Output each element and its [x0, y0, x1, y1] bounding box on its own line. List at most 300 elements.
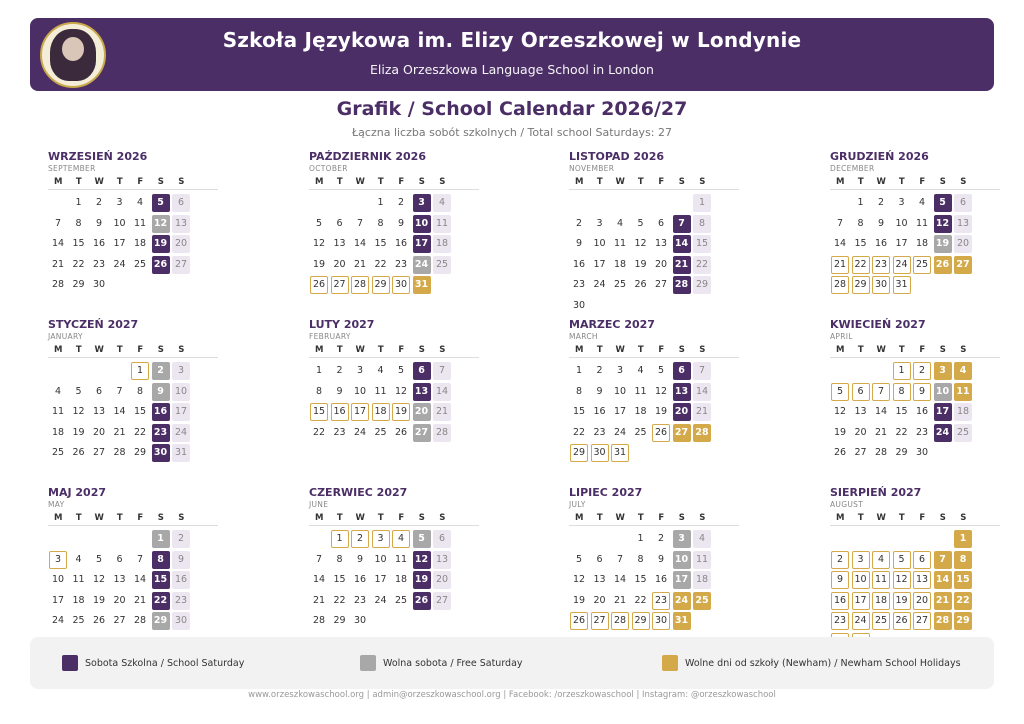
- holiday-day: 29: [372, 276, 390, 294]
- day-cell: 24: [51, 615, 65, 626]
- holiday-day: 5: [893, 551, 911, 569]
- school-saturday-day: 22: [152, 592, 170, 610]
- month-name: SIERPIEŃ 2027: [830, 486, 922, 499]
- free-saturday-day: 1: [152, 530, 170, 548]
- weekday-header: [830, 512, 1000, 526]
- weekend-day: 13: [954, 215, 972, 233]
- month-calendar: [309, 318, 479, 443]
- weekday-label: S: [960, 345, 967, 355]
- month-calendar: [48, 486, 218, 652]
- school-saturday-day: 19: [413, 571, 431, 589]
- month-calendar: [830, 318, 1000, 464]
- day-cell: 12: [92, 574, 106, 585]
- day-cell: 11: [72, 574, 85, 585]
- day-cell: 28: [133, 615, 147, 626]
- weekday-header: [309, 512, 479, 526]
- footer-contact: www.orzeszkowaschool.org | admin@orzeszkowaschool.org | Facebook: /orzeszkowaschool | Instagram: @orzeszkowaschool: [248, 690, 776, 700]
- month-calendar: [830, 150, 1000, 296]
- day-cell: 10: [593, 238, 606, 249]
- holiday-day: 18: [372, 403, 390, 421]
- empty-cell: [591, 530, 609, 548]
- weekday-label: T: [637, 513, 644, 523]
- empty-cell: [611, 194, 629, 212]
- free-saturday-day: 3: [673, 530, 691, 548]
- school-saturday-day: 15: [152, 571, 170, 589]
- weekday-label: T: [898, 177, 905, 187]
- holiday-day: 25: [693, 592, 711, 610]
- day-cell: 6: [95, 385, 103, 397]
- empty-cell: [70, 530, 88, 548]
- school-saturday-day: 16: [152, 403, 170, 421]
- day-cell: 15: [895, 406, 908, 417]
- day-cell: 23: [394, 258, 408, 270]
- day-cell: 10: [51, 574, 65, 585]
- day-grid: [309, 361, 479, 443]
- empty-cell: [934, 530, 952, 548]
- empty-cell: [652, 194, 670, 212]
- weekend-day: 4: [693, 530, 711, 548]
- weekday-label: F: [137, 177, 144, 187]
- weekend-day: 30: [172, 612, 190, 630]
- holiday-day: 19: [392, 403, 410, 421]
- weekend-day: 20: [172, 235, 190, 253]
- weekday-label: S: [439, 345, 446, 355]
- day-cell: 24: [374, 594, 387, 606]
- day-cell: 13: [92, 406, 106, 417]
- holiday-day: 4: [954, 362, 972, 380]
- school-saturday-day: 12: [934, 215, 952, 233]
- holiday-day: 26: [570, 612, 588, 630]
- month-name: CZERWIEC 2027: [309, 486, 408, 499]
- month-name-english: DECEMBER: [830, 164, 875, 173]
- weekday-label: M: [575, 513, 584, 523]
- day-cell: 11: [634, 385, 647, 397]
- day-cell: 28: [113, 447, 126, 458]
- day-grid: [569, 361, 739, 464]
- day-cell: 3: [116, 197, 123, 208]
- day-cell: 29: [72, 279, 85, 290]
- day-cell: 13: [333, 238, 346, 249]
- school-saturday-swatch: [62, 655, 78, 671]
- month-calendar: [569, 486, 739, 632]
- day-cell: 8: [377, 217, 384, 229]
- holiday-day: 12: [893, 571, 911, 589]
- legend-label: Wolne dni od szkoły (Newham) / Newham School Holidays: [685, 657, 961, 669]
- school-saturday-day: 5: [152, 194, 170, 212]
- day-cell: 20: [854, 426, 867, 438]
- holiday-day: 23: [652, 592, 670, 610]
- weekday-label: W: [94, 513, 104, 523]
- free-saturday-day: 29: [152, 612, 170, 630]
- weekday-label: T: [857, 345, 864, 355]
- empty-cell: [673, 194, 691, 212]
- weekday-label: M: [575, 345, 584, 355]
- weekday-header: [48, 344, 218, 358]
- holiday-day: 13: [913, 571, 931, 589]
- day-cell: 25: [51, 447, 65, 458]
- month-name-english: FEBRUARY: [309, 332, 351, 341]
- day-cell: 30: [915, 447, 929, 458]
- weekend-day: 21: [693, 403, 711, 421]
- empty-cell: [111, 530, 129, 548]
- weekend-day: 13: [172, 215, 190, 233]
- day-cell: 11: [613, 238, 627, 249]
- day-cell: 4: [136, 197, 144, 208]
- weekday-label: F: [137, 345, 144, 355]
- day-cell: 7: [616, 553, 624, 565]
- day-cell: 28: [312, 615, 326, 626]
- school-saturday-day: 26: [152, 256, 170, 274]
- holiday-day: 3: [934, 362, 952, 380]
- weekday-label: W: [355, 177, 365, 187]
- weekend-day: 10: [172, 383, 190, 401]
- weekend-day: 31: [172, 444, 190, 462]
- day-cell: 16: [874, 238, 888, 249]
- weekday-label: S: [939, 177, 946, 187]
- weekend-day: 4: [433, 194, 451, 212]
- day-cell: 8: [315, 385, 323, 397]
- day-cell: 20: [654, 258, 668, 270]
- day-cell: 23: [915, 426, 929, 438]
- month-name: GRUDZIEŃ 2026: [830, 150, 929, 163]
- holiday-day: 1: [954, 530, 972, 548]
- weekday-label: T: [637, 345, 644, 355]
- day-cell: 26: [833, 447, 847, 458]
- day-cell: 14: [833, 238, 847, 249]
- day-cell: 14: [874, 406, 888, 417]
- holiday-day: 26: [934, 256, 952, 274]
- legend-item-holidays: [662, 655, 961, 671]
- day-cell: 17: [613, 406, 627, 417]
- free-saturday-day: 10: [673, 551, 691, 569]
- day-cell: 9: [575, 238, 583, 249]
- day-cell: 16: [92, 238, 106, 249]
- day-cell: 25: [374, 426, 387, 438]
- day-cell: 24: [593, 279, 606, 290]
- weekday-label: S: [157, 345, 164, 355]
- day-cell: 2: [336, 365, 343, 376]
- month-name: LISTOPAD 2026: [569, 150, 665, 163]
- day-cell: 6: [336, 217, 343, 229]
- holiday-day: 28: [611, 612, 629, 630]
- weekday-label: W: [876, 177, 886, 187]
- weekday-label: T: [596, 345, 603, 355]
- weekday-label: S: [418, 513, 425, 523]
- month-calendar: [569, 318, 739, 464]
- day-cell: 5: [75, 385, 82, 397]
- school-saturday-day: 12: [413, 551, 431, 569]
- day-cell: 13: [593, 574, 606, 585]
- month-calendar: [309, 150, 479, 296]
- holiday-day: 28: [934, 612, 952, 630]
- month-name: STYCZEŃ 2027: [48, 318, 139, 331]
- weekday-label: W: [94, 345, 104, 355]
- holiday-day: 31: [893, 276, 911, 294]
- weekday-label: T: [336, 345, 343, 355]
- day-cell: 1: [315, 365, 323, 376]
- day-grid: [48, 193, 218, 296]
- empty-cell: [49, 530, 67, 548]
- day-cell: 6: [116, 553, 123, 565]
- weekend-day: 6: [433, 530, 451, 548]
- day-cell: 25: [634, 426, 647, 438]
- day-cell: 20: [113, 594, 126, 606]
- weekday-label: S: [418, 177, 425, 187]
- day-cell: 1: [637, 533, 644, 544]
- day-cell: 27: [113, 615, 126, 626]
- holiday-day: 23: [831, 612, 849, 630]
- weekday-header: [830, 176, 1000, 190]
- empty-cell: [872, 362, 890, 380]
- day-cell: 29: [333, 615, 346, 626]
- holiday-day: 1: [893, 362, 911, 380]
- empty-cell: [111, 362, 129, 380]
- weekday-header: [569, 344, 739, 358]
- weekday-label: T: [857, 513, 864, 523]
- holiday-day: 8: [893, 383, 911, 401]
- day-cell: 12: [572, 574, 586, 585]
- day-cell: 12: [634, 238, 647, 249]
- day-cell: 11: [133, 217, 147, 229]
- month-name-english: APRIL: [830, 332, 853, 341]
- weekend-day: 14: [693, 383, 711, 401]
- weekend-day: 27: [172, 256, 190, 274]
- day-cell: 22: [572, 426, 586, 438]
- weekday-label: F: [658, 345, 665, 355]
- day-cell: 30: [572, 299, 586, 311]
- empty-cell: [591, 194, 609, 212]
- school-saturday-day: 7: [673, 215, 691, 233]
- holiday-day: 3: [852, 551, 870, 569]
- holiday-day: 31: [673, 612, 691, 630]
- weekday-label: S: [699, 345, 706, 355]
- day-cell: 23: [333, 426, 346, 438]
- holiday-day: 27: [673, 424, 691, 442]
- day-cell: 13: [854, 406, 867, 417]
- day-cell: 19: [654, 406, 668, 417]
- day-cell: 23: [353, 594, 367, 606]
- day-cell: 15: [133, 406, 147, 417]
- school-name: Szkoła Językowa im. Elizy Orzeszkowej w Londynie: [222, 28, 802, 52]
- holiday-day: 20: [913, 592, 931, 610]
- day-cell: 3: [356, 365, 364, 376]
- day-cell: 21: [874, 426, 888, 438]
- day-cell: 29: [133, 447, 147, 458]
- weekday-label: M: [54, 513, 63, 523]
- legend: [30, 637, 994, 689]
- holiday-day: 16: [331, 403, 349, 421]
- day-cell: 12: [394, 385, 408, 397]
- holiday-day: 28: [693, 424, 711, 442]
- holiday-day: 28: [351, 276, 369, 294]
- free-saturday-day: 2: [152, 362, 170, 380]
- holiday-day: 25: [872, 612, 890, 630]
- holiday-day: 16: [831, 592, 849, 610]
- weekday-label: T: [336, 177, 343, 187]
- day-cell: 27: [92, 447, 106, 458]
- day-grid: [309, 529, 479, 632]
- holiday-day: 27: [591, 612, 609, 630]
- empty-cell: [831, 362, 849, 380]
- weekend-day: 15: [693, 235, 711, 253]
- day-cell: 15: [72, 238, 85, 249]
- day-grid: [309, 193, 479, 296]
- day-cell: 8: [637, 553, 644, 565]
- day-cell: 27: [854, 447, 867, 458]
- day-cell: 23: [92, 258, 106, 270]
- school-saturday-day: 6: [673, 362, 691, 380]
- legend-label: Sobota Szkolna / School Saturday: [85, 657, 245, 669]
- header-banner: [30, 18, 994, 91]
- weekday-header: [309, 344, 479, 358]
- weekend-day: 14: [433, 383, 451, 401]
- day-cell: 21: [312, 594, 326, 606]
- day-cell: 11: [374, 385, 387, 397]
- day-cell: 28: [874, 447, 888, 458]
- day-cell: 18: [915, 238, 929, 249]
- month-name: MARZEC 2027: [569, 318, 655, 331]
- month-name-english: MARCH: [569, 332, 598, 341]
- weekday-label: S: [699, 513, 706, 523]
- calendar-subtitle: Łączna liczba sobót szkolnych / Total school Saturdays: 27: [351, 126, 672, 139]
- weekday-label: T: [596, 513, 603, 523]
- day-cell: 7: [315, 553, 323, 565]
- day-cell: 21: [51, 258, 65, 270]
- holiday-day: 29: [954, 612, 972, 630]
- holiday-day: 27: [954, 256, 972, 274]
- day-cell: 15: [634, 574, 647, 585]
- holiday-day: 2: [351, 530, 369, 548]
- holiday-day: 26: [893, 612, 911, 630]
- empty-cell: [90, 362, 108, 380]
- weekday-label: T: [336, 513, 343, 523]
- holiday-day: 29: [632, 612, 650, 630]
- day-cell: 17: [895, 238, 908, 249]
- weekday-label: F: [398, 177, 405, 187]
- weekday-label: W: [355, 345, 365, 355]
- day-cell: 27: [654, 279, 668, 290]
- holiday-day: 29: [570, 444, 588, 462]
- day-cell: 18: [634, 406, 647, 417]
- holiday-day: 27: [331, 276, 349, 294]
- weekday-label: T: [898, 345, 905, 355]
- free-saturday-day: 12: [152, 215, 170, 233]
- day-cell: 23: [593, 426, 606, 438]
- weekend-day: 3: [172, 362, 190, 380]
- day-cell: 26: [394, 426, 408, 438]
- weekday-label: M: [315, 513, 324, 523]
- free-saturday-day: 27: [413, 424, 431, 442]
- school-saturday-day: 13: [673, 383, 691, 401]
- empty-cell: [90, 530, 108, 548]
- holiday-day: 30: [652, 612, 670, 630]
- day-cell: 11: [51, 406, 65, 417]
- day-cell: 1: [377, 197, 384, 208]
- weekday-label: S: [699, 177, 706, 187]
- weekend-day: 29: [693, 276, 711, 294]
- free-saturday-swatch: [360, 655, 376, 671]
- empty-cell: [70, 362, 88, 380]
- weekend-day: 7: [693, 362, 711, 380]
- holiday-day: 26: [652, 424, 670, 442]
- holiday-day: 15: [310, 403, 328, 421]
- day-cell: 11: [394, 553, 408, 565]
- weekday-label: T: [116, 345, 123, 355]
- weekday-label: T: [377, 177, 384, 187]
- day-cell: 17: [593, 258, 606, 270]
- day-cell: 7: [356, 217, 364, 229]
- holiday-day: 9: [831, 571, 849, 589]
- weekday-header: [48, 176, 218, 190]
- day-cell: 24: [113, 258, 126, 270]
- empty-cell: [570, 194, 588, 212]
- day-cell: 5: [315, 217, 323, 229]
- day-cell: 14: [133, 574, 147, 585]
- school-saturday-day: 10: [413, 215, 431, 233]
- weekday-label: S: [939, 345, 946, 355]
- empty-cell: [310, 194, 328, 212]
- free-saturday-day: 17: [673, 571, 691, 589]
- weekday-label: F: [137, 513, 144, 523]
- weekend-day: 24: [172, 424, 190, 442]
- weekday-label: S: [178, 177, 185, 187]
- holiday-day: 29: [852, 276, 870, 294]
- weekend-day: 18: [433, 235, 451, 253]
- weekday-label: T: [75, 345, 82, 355]
- weekday-header: [830, 344, 1000, 358]
- weekday-label: T: [377, 513, 384, 523]
- day-cell: 8: [75, 217, 82, 229]
- holiday-day: 22: [852, 256, 870, 274]
- day-cell: 2: [877, 197, 885, 208]
- holiday-day: 17: [351, 403, 369, 421]
- weekday-label: S: [678, 513, 685, 523]
- school-saturday-day: 14: [673, 235, 691, 253]
- day-cell: 12: [312, 238, 326, 249]
- free-saturday-day: 9: [152, 383, 170, 401]
- day-cell: 21: [613, 594, 627, 606]
- day-cell: 10: [113, 217, 126, 229]
- day-cell: 14: [312, 574, 326, 585]
- day-cell: 9: [596, 385, 603, 397]
- day-cell: 4: [918, 197, 926, 208]
- day-cell: 1: [575, 365, 583, 376]
- weekend-day: 27: [433, 592, 451, 610]
- day-cell: 8: [575, 385, 583, 397]
- day-grid: [569, 193, 739, 316]
- day-cell: 22: [895, 426, 908, 438]
- day-cell: 22: [133, 426, 147, 438]
- day-cell: 8: [136, 385, 144, 397]
- holiday-day: 2: [831, 551, 849, 569]
- day-cell: 13: [654, 238, 668, 249]
- empty-cell: [570, 530, 588, 548]
- weekday-label: M: [836, 345, 845, 355]
- holiday-day: 7: [872, 383, 890, 401]
- month-name-english: JANUARY: [48, 332, 83, 341]
- day-cell: 26: [92, 615, 106, 626]
- school-saturday-day: 21: [673, 256, 691, 274]
- weekday-label: M: [54, 345, 63, 355]
- day-cell: 6: [596, 553, 603, 565]
- day-cell: 10: [895, 217, 908, 229]
- day-cell: 9: [657, 553, 665, 565]
- weekday-label: F: [398, 345, 405, 355]
- day-cell: 5: [575, 553, 583, 565]
- holiday-day: 9: [913, 383, 931, 401]
- month-name-english: JULY: [569, 500, 586, 509]
- day-cell: 14: [113, 406, 126, 417]
